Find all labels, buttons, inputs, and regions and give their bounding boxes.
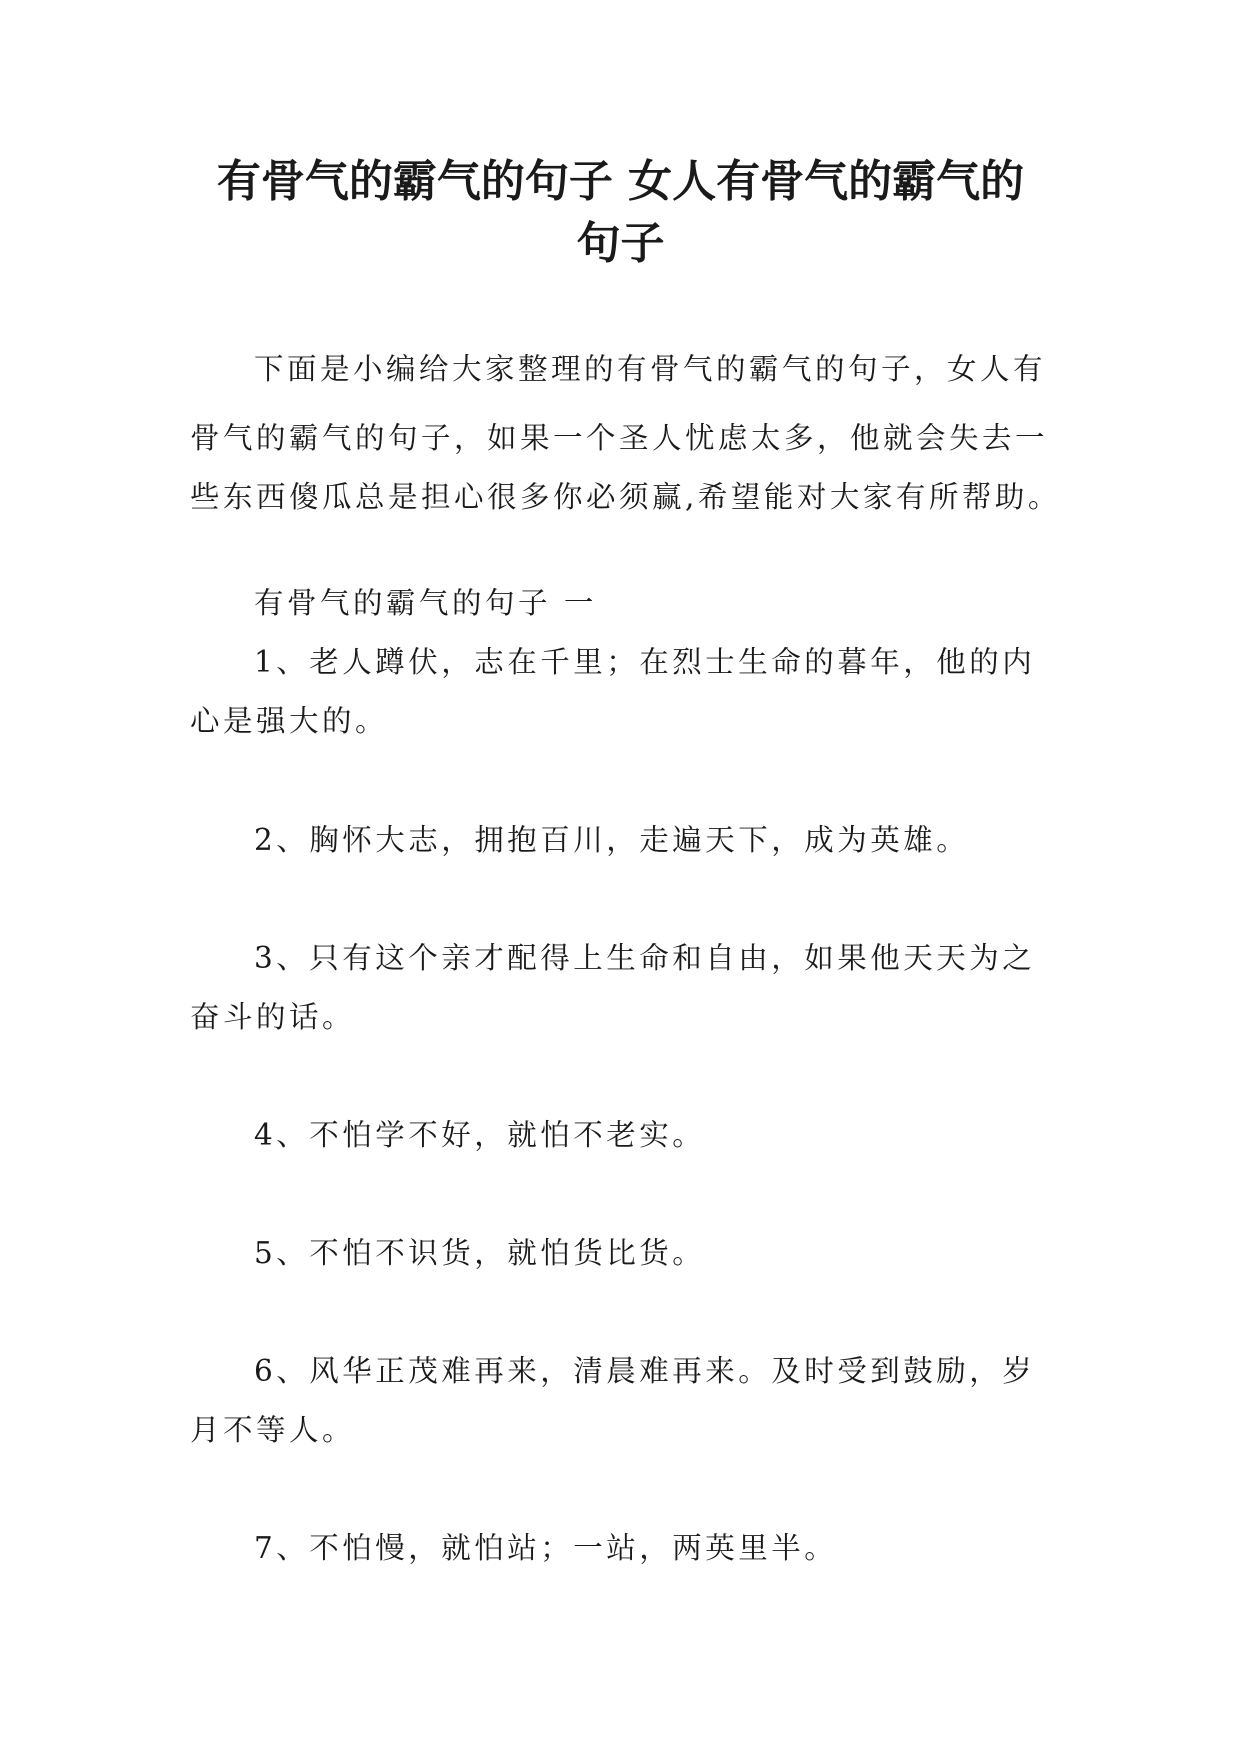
intro-line-3: 些东西傻瓜总是担心很多你必须赢,希望能对大家有所帮助。 xyxy=(190,480,1061,514)
item-2-line-1: 2、胸怀大志，拥抱百川，走遍天下，成为英雄。 xyxy=(254,823,970,857)
item-5-line-1: 5、不怕不识货，就怕货比货。 xyxy=(254,1236,706,1270)
item-6-line-2: 月不等人。 xyxy=(190,1413,356,1447)
item-6-line-1: 6、风华正茂难再来，清晨难再来。及时受到鼓励，岁 xyxy=(254,1354,1036,1388)
item-1-line-1: 1、老人蹲伏，志在千里；在烈士生命的暮年，他的内 xyxy=(254,645,1036,679)
item-3-line-1: 3、只有这个亲才配得上生命和自由，如果他天天为之 xyxy=(254,941,1036,975)
intro-line-1: 下面是小编给大家整理的有骨气的霸气的句子，女人有 xyxy=(254,352,1047,386)
item-7-line-1: 7、不怕慢，就怕站；一站，两英里半。 xyxy=(254,1531,838,1565)
document-title-line-1: 有骨气的霸气的句子 女人有骨气的霸气的 xyxy=(216,156,1025,207)
section-heading: 有骨气的霸气的句子 一 xyxy=(254,586,597,620)
item-3-line-2: 奋斗的话。 xyxy=(190,1000,356,1034)
intro-line-2: 骨气的霸气的句子，如果一个圣人忧虑太多，他就会失去一 xyxy=(190,421,1049,455)
item-4-line-1: 4、不怕学不好，就怕不老实。 xyxy=(254,1118,706,1152)
item-1-line-2: 心是强大的。 xyxy=(190,704,389,738)
document-title-line-2: 句子 xyxy=(576,218,665,269)
